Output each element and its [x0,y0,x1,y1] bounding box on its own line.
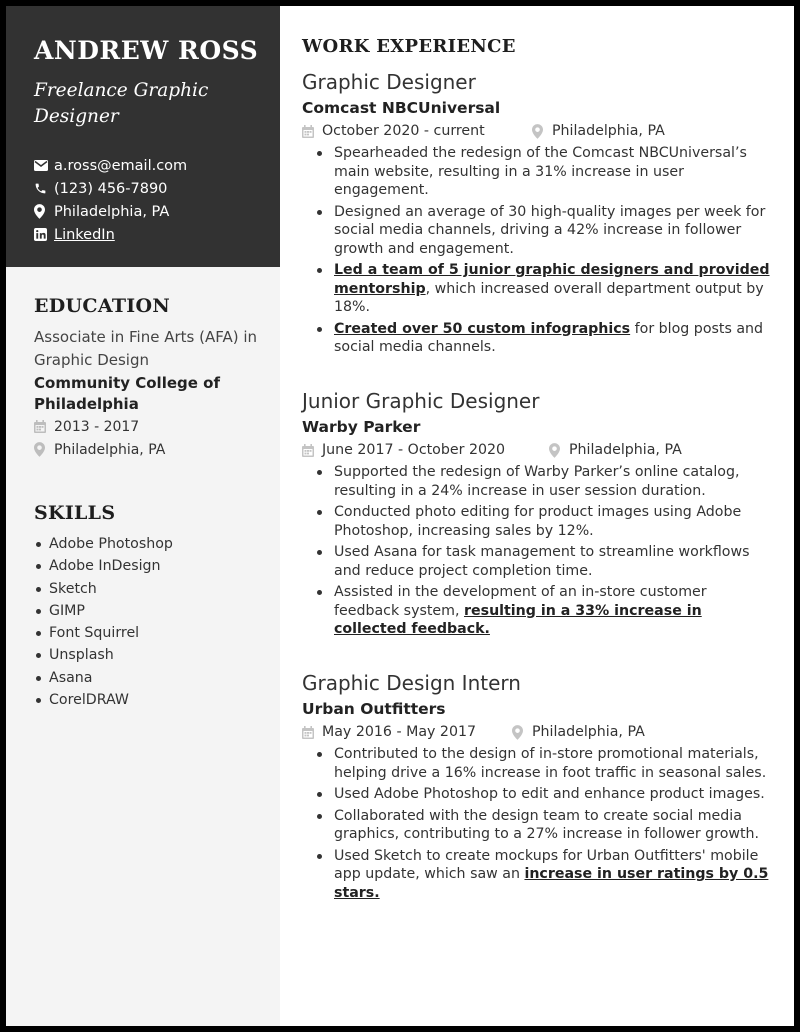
job-meta [302,721,782,743]
candidate-title: Freelance Graphic Designer [34,80,209,127]
contact-location [34,200,187,223]
job-location-text: Philadelphia, PA [569,442,682,458]
education-heading: EDUCATION [34,295,170,317]
job-location [512,724,645,740]
candidate-name: ANDREW ROSS [34,36,259,65]
job-bullet: Created over 50 custom infographics for blog posts and social media channels. [302,320,772,357]
skills-heading: SKILLS [34,502,116,524]
education-school: Community College of Philadelphia [34,374,220,413]
job-bullet: Designed an average of 30 high-quality images per week for social media channels, driving a 42% increase in follower growth and engagement. [302,203,772,259]
education-dates-text: 2013 - 2017 [54,418,140,435]
job-bullet: Supported the redesign of Warby Parker’s online catalog, resulting in a 24% increase in user session duration. [302,463,772,500]
map-pin-icon [34,442,54,457]
calendar-icon [302,444,322,457]
job-bullets [302,144,782,357]
map-pin-icon [34,204,54,219]
map-pin-icon [549,443,569,458]
job-location-text: Philadelphia, PA [552,123,665,139]
job-bullet: Used Asana for task management to streamline workflows and reduce project completion time. [302,543,772,580]
skill-item: Sketch [34,578,173,600]
job-bullet: Used Sketch to create mockups for Urban Outfitters' mobile app update, which saw an increase in user ratings by 0.5 stars. [302,847,772,903]
calendar-icon [302,125,322,138]
email-text: a.ross@email.com [54,157,188,174]
education-location [34,438,165,461]
job-meta [302,120,782,142]
resume-header [6,6,280,267]
education-location-text: Philadelphia, PA [54,441,166,458]
calendar-icon [34,420,54,433]
skill-item: Adobe InDesign [34,555,173,577]
job-dates: October 2020 - current [322,123,485,139]
skill-item: CorelDRAW [34,689,173,711]
job-location-text: Philadelphia, PA [532,724,645,740]
job-bullet: Collaborated with the design team to create social media graphics, contributing to a 27% increase in follower growth. [302,807,772,844]
education-meta [34,415,165,461]
sidebar [6,6,280,1026]
job-bullets [302,463,782,639]
job-title: Graphic Design Intern [302,671,521,695]
calendar-icon [302,726,322,739]
job-title: Graphic Designer [302,70,476,94]
job-dates: May 2016 - May 2017 [322,724,477,740]
job-bullet: Led a team of 5 junior graphic designers and provided mentorship, which increased overall department output by 18%. [302,261,772,317]
location-text: Philadelphia, PA [54,203,170,220]
map-pin-icon [532,124,552,139]
job-bullet: Contributed to the design of in-store promotional materials, helping drive a 16% increase in foot traffic in seasonal sales. [302,745,772,782]
phone-icon [34,182,54,195]
job-company: Urban Outfitters [302,700,446,718]
linkedin-icon [34,228,54,241]
job-bullets [302,745,782,902]
skill-item: Unsplash [34,644,173,666]
phone-text: (123) 456-7890 [54,180,168,197]
skill-item: GIMP [34,600,173,622]
job-entry [302,387,782,642]
job-location [549,442,682,458]
job-location [532,123,665,139]
job-meta [302,439,782,461]
skills-list [34,533,173,711]
job-entry [302,68,782,360]
envelope-icon [34,160,54,171]
skill-item: Asana [34,667,173,689]
job-dates: June 2017 - October 2020 [322,442,506,458]
map-pin-icon [512,725,532,740]
job-bullet: Assisted in the development of an in-store customer feedback system, resulting in a 33% increase in collected feedback. [302,583,772,639]
skill-item: Adobe Photoshop [34,533,173,555]
linkedin-link[interactable]: LinkedIn [54,226,115,243]
education-dates [34,415,165,438]
work-experience-heading: WORK EXPERIENCE [302,36,516,57]
contact-phone[interactable] [34,177,187,200]
contact-linkedin[interactable] [34,223,187,246]
contact-email[interactable] [34,154,187,177]
job-title: Junior Graphic Designer [302,389,540,413]
job-bullet: Used Adobe Photoshop to edit and enhance product images. [302,785,772,804]
job-bullet: Conducted photo editing for product images using Adobe Photoshop, increasing sales by 12%. [302,503,772,540]
education-degree: Associate in Fine Arts (AFA) in Graphic Design [34,328,258,369]
job-company: Warby Parker [302,418,421,436]
job-company: Comcast NBCUniversal [302,99,501,117]
skill-item: Font Squirrel [34,622,173,644]
contact-info [34,154,187,246]
job-entry [302,669,782,905]
job-bullet: Spearheaded the redesign of the Comcast NBCUniversal’s main website, resulting in a 31% increase in user engagement. [302,144,772,200]
